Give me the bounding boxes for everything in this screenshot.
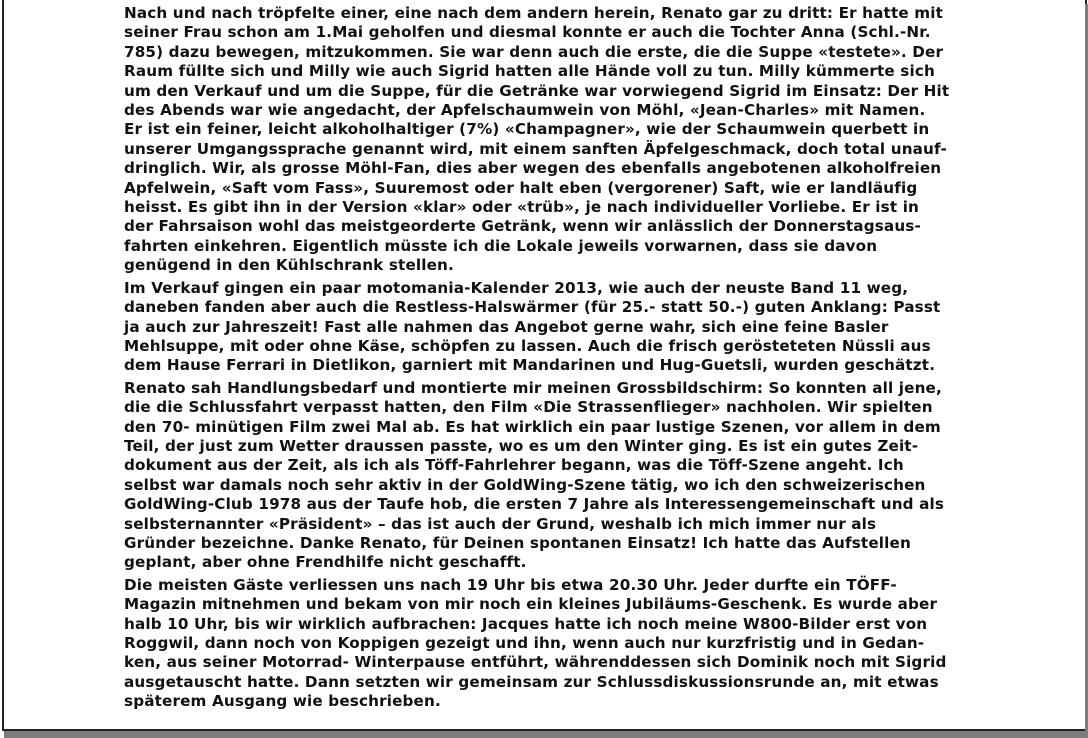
page-shadow (4, 731, 1088, 738)
text-line: ken, aus seiner Motorrad- Winterpause entführt, währenddessen sich Dominik noch mit Sigrid (124, 653, 947, 672)
text-line: Apfelwein, «Saft vom Fass», Suuremost oder halt eben (vergorener) Saft, wie er landläufig (124, 178, 918, 197)
text-line: der Fahrsaison wohl das meistgeorderte Getränk, wenn wir anlässlich der Donnerstagsaus- (124, 217, 921, 236)
text-line: unserer Umgangssprache genannt wird, mit einem sanften Äpfelgeschmack, doch total unauf- (124, 139, 947, 158)
text-line: ausgetauscht hatte. Dann setzten wir gemeinsam zur Schlussdiskussionsrunde an, mit etwas (124, 672, 939, 691)
paragraph-2 (124, 279, 984, 376)
text-line: 785) dazu bewegen, mitzukommen. Sie war denn auch die erste, die die Suppe «testete». Der (124, 42, 944, 61)
text-line: Mehlsuppe, mit oder ohne Käse, schöpfen zu lassen. Auch die frisch gerösteteten Nüssli aus (124, 336, 931, 355)
text-line: Gründer bezeichne. Danke Renato, für Deinen spontanen Einsatz! Ich hatte das Aufstellen (124, 533, 911, 552)
text-line: Nach und nach tröpfelte einer, eine nach dem andern herein, Renato gar zu dritt: Er hatte mit (124, 4, 943, 22)
text-line: dokument aus der Zeit, als ich als Töff-Fahrlehrer begann, was die Töff-Szene angeht. Ich (124, 456, 904, 475)
text-line: seiner Frau schon am 1.Mai geholfen und diesmal konnte er auch die Tochter Anna (Schl.-Nr. (124, 23, 931, 42)
text-line: den 70- minütigen Film zwei Mal ab. Es hat wirklich ein paar lustige Szenen, vor allem in dem (124, 417, 941, 436)
text-line: ja auch zur Jahreszeit! Fast alle nahmen das Angebot gerne wahr, sich eine feine Basler (124, 317, 889, 336)
text-line: Die meisten Gäste verliessen uns nach 19 Uhr bis etwa 20.30 Uhr. Jeder durfte ein TÖFF- (124, 575, 897, 594)
text-line: geplant, aber ohne Frendhilfe nicht geschafft. (124, 553, 527, 572)
paragraph-4 (124, 576, 984, 712)
text-line: daneben fanden aber auch die Restless-Halswärmer (für 25.- statt 50.-) guten Anklang: Passt (124, 298, 941, 317)
paragraph-1 (124, 4, 984, 276)
document-page (2, 0, 1087, 731)
text-line: dem Hause Ferrari in Dietlikon, garniert mit Mandarinen und Hug-Guetsli, wurden geschätzt. (124, 356, 936, 375)
article-text (124, 4, 984, 715)
text-line: fahrten einkehren. Eigentlich müsste ich die Lokale jeweils vorwarnen, dass sie davon (124, 236, 878, 255)
text-line: Raum füllte sich und Milly wie auch Sigrid hatten alle Hände voll zu tun. Milly kümmerte sich (124, 62, 935, 81)
text-line: Roggwil, dann noch von Koppigen gezeigt und ihn, wenn auch nur kurzfristig und in Gedan- (124, 634, 925, 652)
text-line: Im Verkauf gingen ein paar motomania-Kalender 2013, wie auch der neuste Band 11 weg, (124, 278, 909, 297)
text-line: dringlich. Wir, als grosse Möhl-Fan, dies aber wegen des ebenfalls angebotenen alkoholfreien (124, 159, 942, 178)
text-line: Magazin mitnehmen und bekam von mir noch ein kleines Jubiläums-Geschenk. Es wurde aber (124, 595, 938, 614)
text-line: um den Verkauf und um die Suppe, für die Getränke war vorwiegend Sigrid im Einsatz: Der Hit (124, 81, 950, 100)
text-line: halb 10 Uhr, bis wir wirklich aufbrachen: Jacques hatte ich noch meine W800-Bilder erst von (124, 614, 928, 633)
text-line: Er ist ein feiner, leicht alkoholhaltiger (7%) «Champagner», wie der Schaumwein querbett in (124, 120, 930, 139)
text-line: späterem Ausgang wie beschrieben. (124, 692, 441, 711)
text-line: die die Schlussfahrt verpasst hatten, den Film «Die Strassenflieger» nachholen. Wir spielten (124, 398, 933, 417)
text-line: Teil, der just zum Wetter draussen passte, wo es um den Winter ging. Es ist ein gutes Zeit- (124, 436, 919, 455)
text-line: genügend in den Kühlschrank stellen. (124, 256, 454, 275)
paragraph-3 (124, 379, 984, 573)
text-line: GoldWing-Club 1978 aus der Taufe hob, die ersten 7 Jahre als Interessengemeinschaft und als (124, 495, 945, 514)
text-line: des Abends war wie angedacht, der Apfelschaumwein von Möhl, «Jean-Charles» mit Namen. (124, 101, 926, 120)
text-line: selbsternannter «Präsident» – das ist auch der Grund, weshalb ich mich immer nur als (124, 514, 877, 533)
text-line: heisst. Es gibt ihn in der Version «klar» oder «trüb», je nach individueller Vorliebe. Er ist in (124, 198, 920, 217)
text-line: Renato sah Handlungsbedarf und montierte mir meinen Grossbildschirm: So konnten all jene, (124, 378, 942, 397)
text-line: selbst war damals noch sehr aktiv in der GoldWing-Szene tätig, wo ich den schweizerischen (124, 475, 926, 494)
